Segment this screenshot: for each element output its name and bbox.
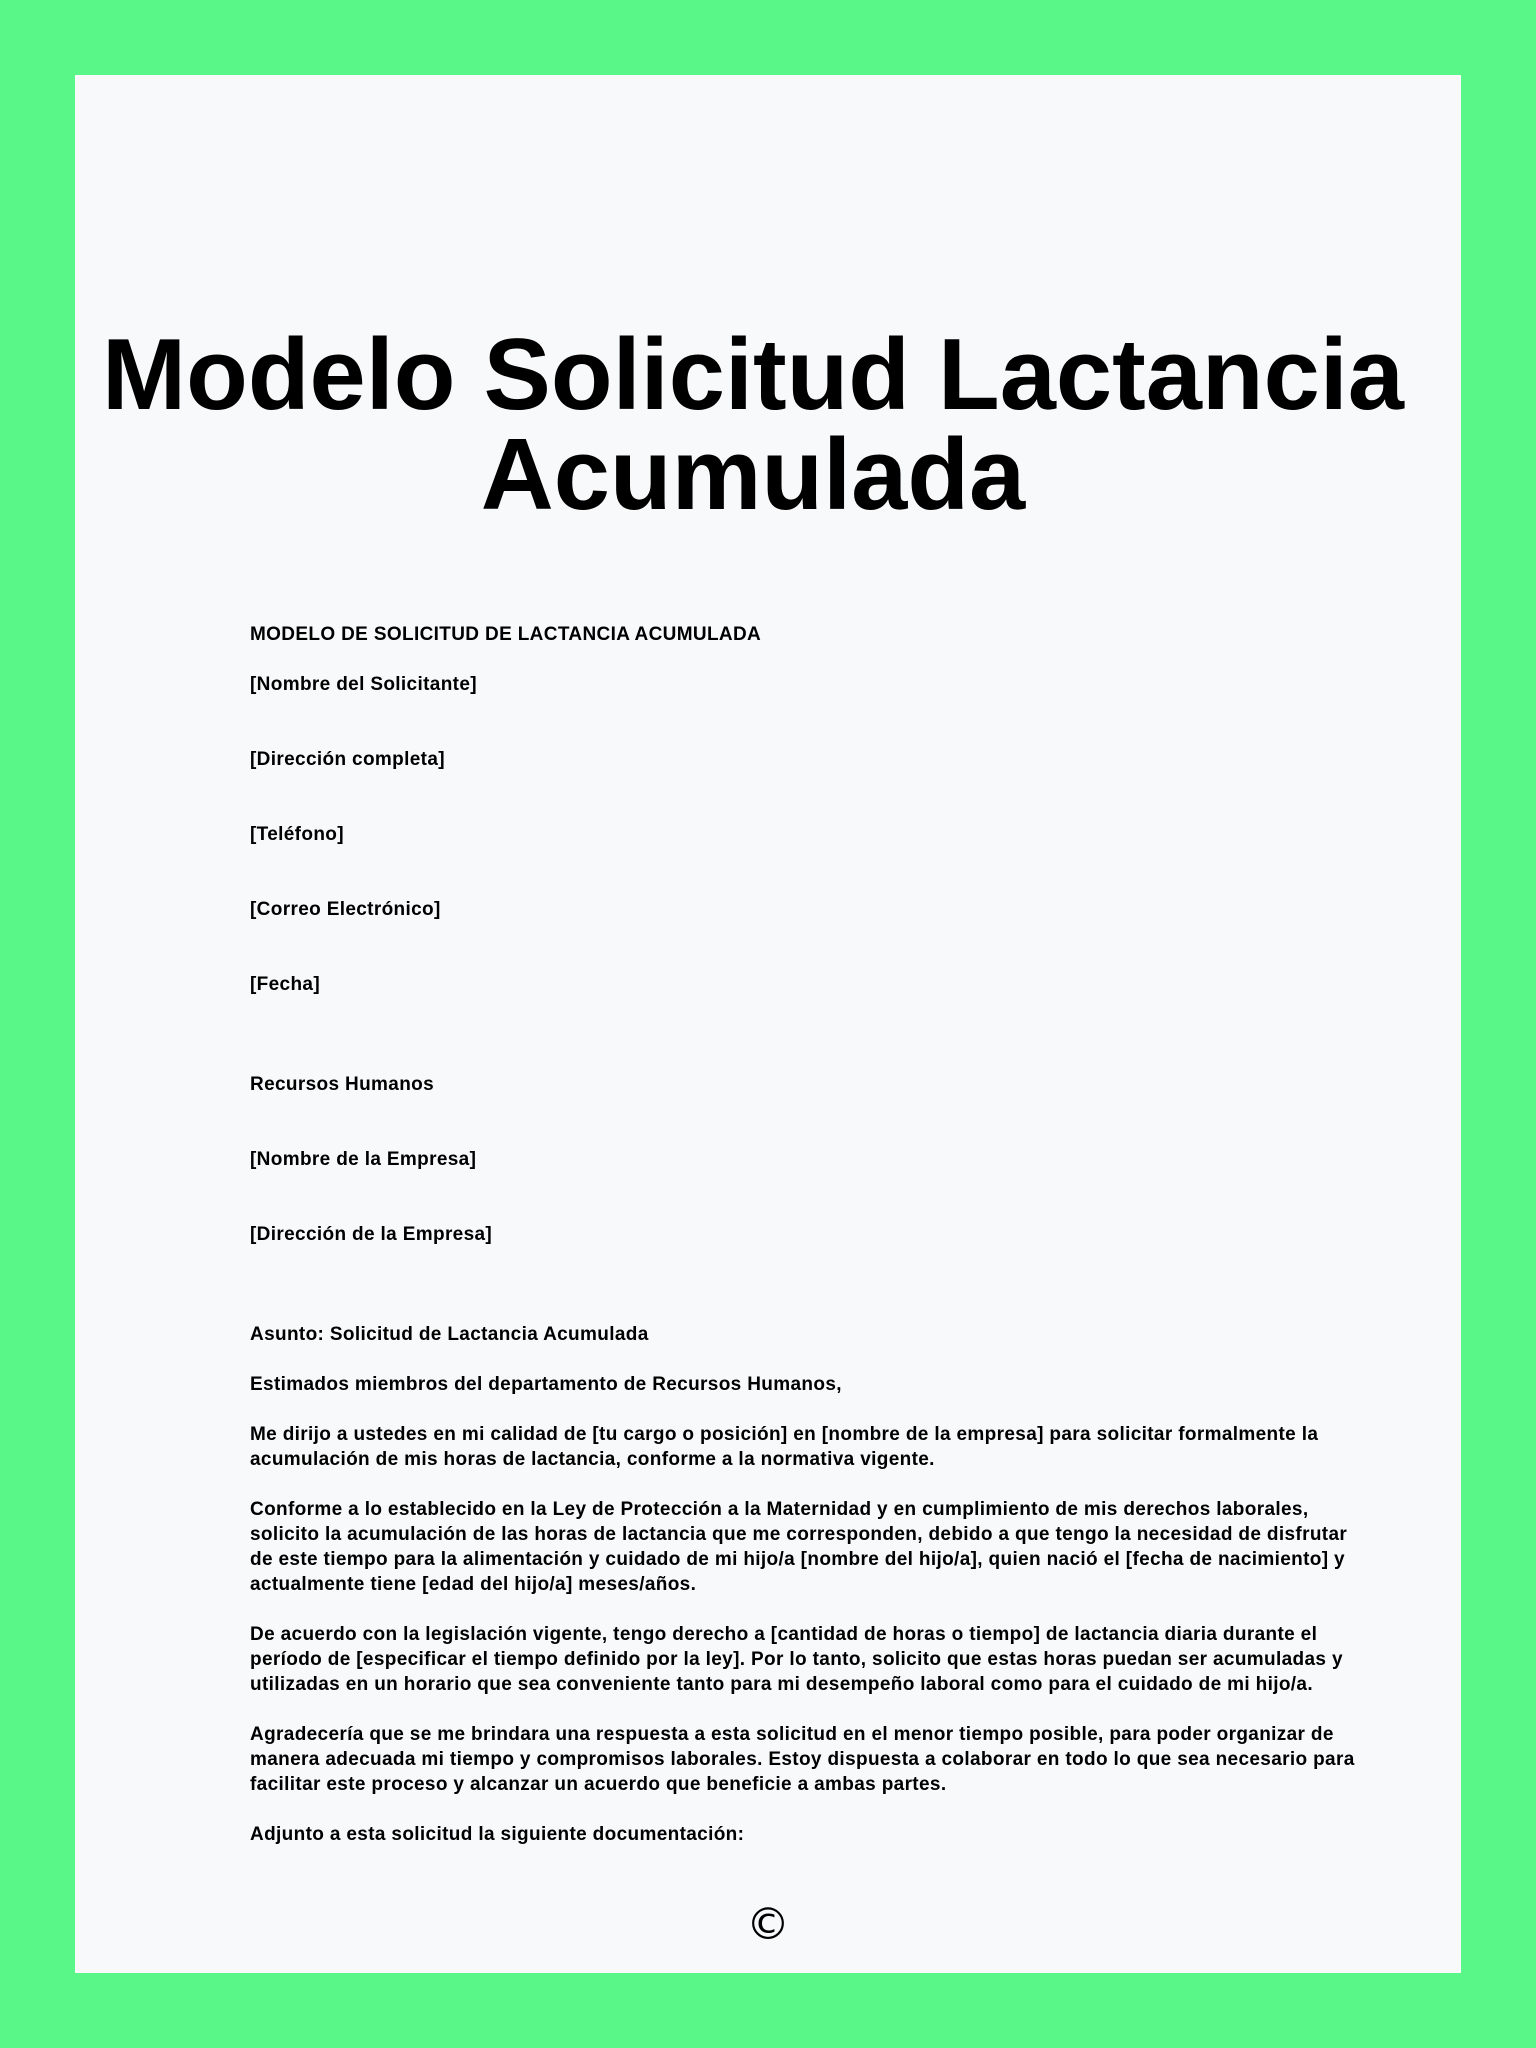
letter-date: [Fecha] (250, 974, 321, 995)
paragraph-request: Me dirijo a ustedes en mi calidad de [tu cargo o posición] en [nombre de la empresa] para solicitar formalmente la acumulación de mis horas de lactancia, conforme a la normativa vigente. (250, 1424, 1319, 1470)
paragraph-attachments: Adjunto a esta solicitud la siguiente documentación: (250, 1824, 745, 1845)
document-title: Modelo Solicitud Lactancia Acumulada (102, 319, 1404, 531)
document-page (75, 75, 1461, 1973)
paragraph-entitlement: De acuerdo con la legislación vigente, tengo derecho a [cantidad de horas o tiempo] de lactancia diaria durante el período de [especificar el tiempo definido por la ley]. Por lo tanto, solicito que estas horas puedan ser acumuladas y utilizadas en un horario que sea conveniente tanto para mi desempeño laboral como para el cuidado de mi hijo/a. (250, 1624, 1343, 1695)
letter-heading: MODELO DE SOLICITUD DE LACTANCIA ACUMULADA (250, 624, 762, 645)
paragraph-legal-basis: Conforme a lo establecido en la Ley de Protección a la Maternidad y en cumplimiento de mis derechos laborales, solicito la acumulación de las horas de lactancia que me corresponden, debido a que tengo la necesidad de disfrutar de este tiempo para la alimentación y cuidado de mi hijo/a [nombre del hijo/a], quien nació el [fecha de nacimiento] y actualmente tiene [edad del hijo/a] meses/años. (250, 1499, 1348, 1595)
letter-subject: Asunto: Solicitud de Lactancia Acumulada (250, 1324, 649, 1345)
sender-phone: [Teléfono] (250, 824, 344, 845)
recipient-company-address: [Dirección de la Empresa] (250, 1224, 493, 1245)
sender-name: [Nombre del Solicitante] (250, 674, 477, 695)
letter-body (250, 622, 1370, 1847)
paragraph-closing: Agradecería que se me brindara una respuesta a esta solicitud en el menor tiempo posible, para poder organizar de manera adecuada mi tiempo y compromisos laborales. Estoy dispuesta a colaborar en todo lo que sea necesario para facilitar este proceso y alcanzar un acuerdo que beneficie a ambas partes. (250, 1724, 1355, 1795)
sender-email: [Correo Electrónico] (250, 899, 441, 920)
letter-salutation: Estimados miembros del departamento de Recursos Humanos, (250, 1374, 842, 1395)
recipient-department: Recursos Humanos (250, 1074, 435, 1095)
copyright-icon: © (746, 1899, 790, 1950)
recipient-company-name: [Nombre de la Empresa] (250, 1149, 477, 1170)
sender-address: [Dirección completa] (250, 749, 445, 770)
